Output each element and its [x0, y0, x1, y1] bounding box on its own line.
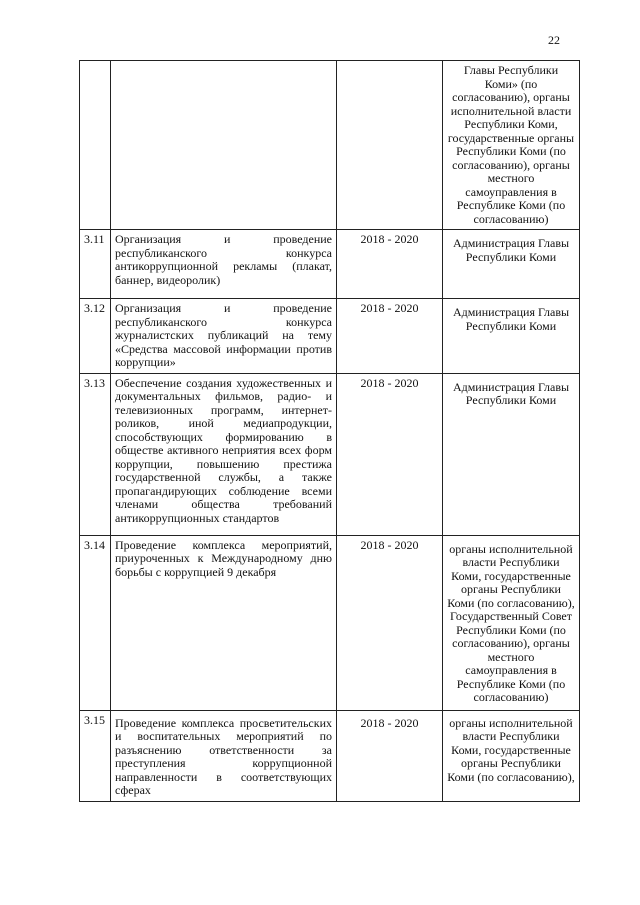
responsible-parties: Администрация Главы Республики Коми	[443, 373, 580, 535]
event-description: Организация и проведение республиканского конкурса журналистских публикаций на тему «Средства массовой информации против коррупции»	[111, 299, 337, 374]
event-period: 2018 - 2020	[337, 230, 443, 299]
event-period: 2018 - 2020	[337, 710, 443, 801]
event-description: Проведение комплекса просветительских и воспитательных мероприятий по разъяснению ответственности за преступления коррупционной направленности в соответствующих сферах	[111, 710, 337, 801]
table-row	[80, 373, 580, 535]
event-description	[111, 61, 337, 230]
table-row	[80, 230, 580, 299]
responsible-parties: органы исполнительной власти Республики Коми, государственные органы Республики Коми (по согласованию), Государственный Совет Республики Коми (по согласованию), органы местного самоуправления в Республике Коми (по согласованию)	[443, 535, 580, 710]
event-description: Обеспечение создания художественных и документальных фильмов, радио- и телевизионных программ, интернет-роликов, иной медиапродукции, способствующих формированию в обществе активного неприятия всех форм коррупции, повышению престижа государственной службы, а также пропагандирующих соблюдение всеми членами общества требований антикоррупционных стандартов	[111, 373, 337, 535]
table-row	[80, 61, 580, 230]
item-number	[80, 61, 111, 230]
page-number: 22	[548, 33, 560, 47]
item-number: 3.11	[80, 230, 111, 299]
event-period	[337, 61, 443, 230]
event-period: 2018 - 2020	[337, 299, 443, 374]
item-number: 3.12	[80, 299, 111, 374]
responsible-parties: Администрация Главы Республики Коми	[443, 230, 580, 299]
event-description: Организация и проведение республиканского конкурса антикоррупционной рекламы (плакат, баннер, видеоролик)	[111, 230, 337, 299]
action-plan-table	[79, 60, 580, 802]
event-description: Проведение комплекса мероприятий, приуроченных к Международному дню борьбы с коррупцией 9 декабря	[111, 535, 337, 710]
event-period: 2018 - 2020	[337, 373, 443, 535]
table-row	[80, 535, 580, 710]
responsible-parties: органы исполнительной власти Республики Коми, государственные органы Республики Коми (по согласованию),	[443, 710, 580, 801]
table-row	[80, 710, 580, 801]
table-row	[80, 299, 580, 374]
event-period: 2018 - 2020	[337, 535, 443, 710]
item-number: 3.13	[80, 373, 111, 535]
responsible-parties: Главы Республики Коми» (по согласованию), органы исполнительной власти Республики Коми, государственные органы Республики Коми (по согласованию), органы местного самоуправления в Республике Коми (по согласованию)	[443, 61, 580, 230]
item-number: 3.14	[80, 535, 111, 710]
item-number: 3.15	[80, 710, 111, 801]
responsible-parties: Администрация Главы Республики Коми	[443, 299, 580, 374]
